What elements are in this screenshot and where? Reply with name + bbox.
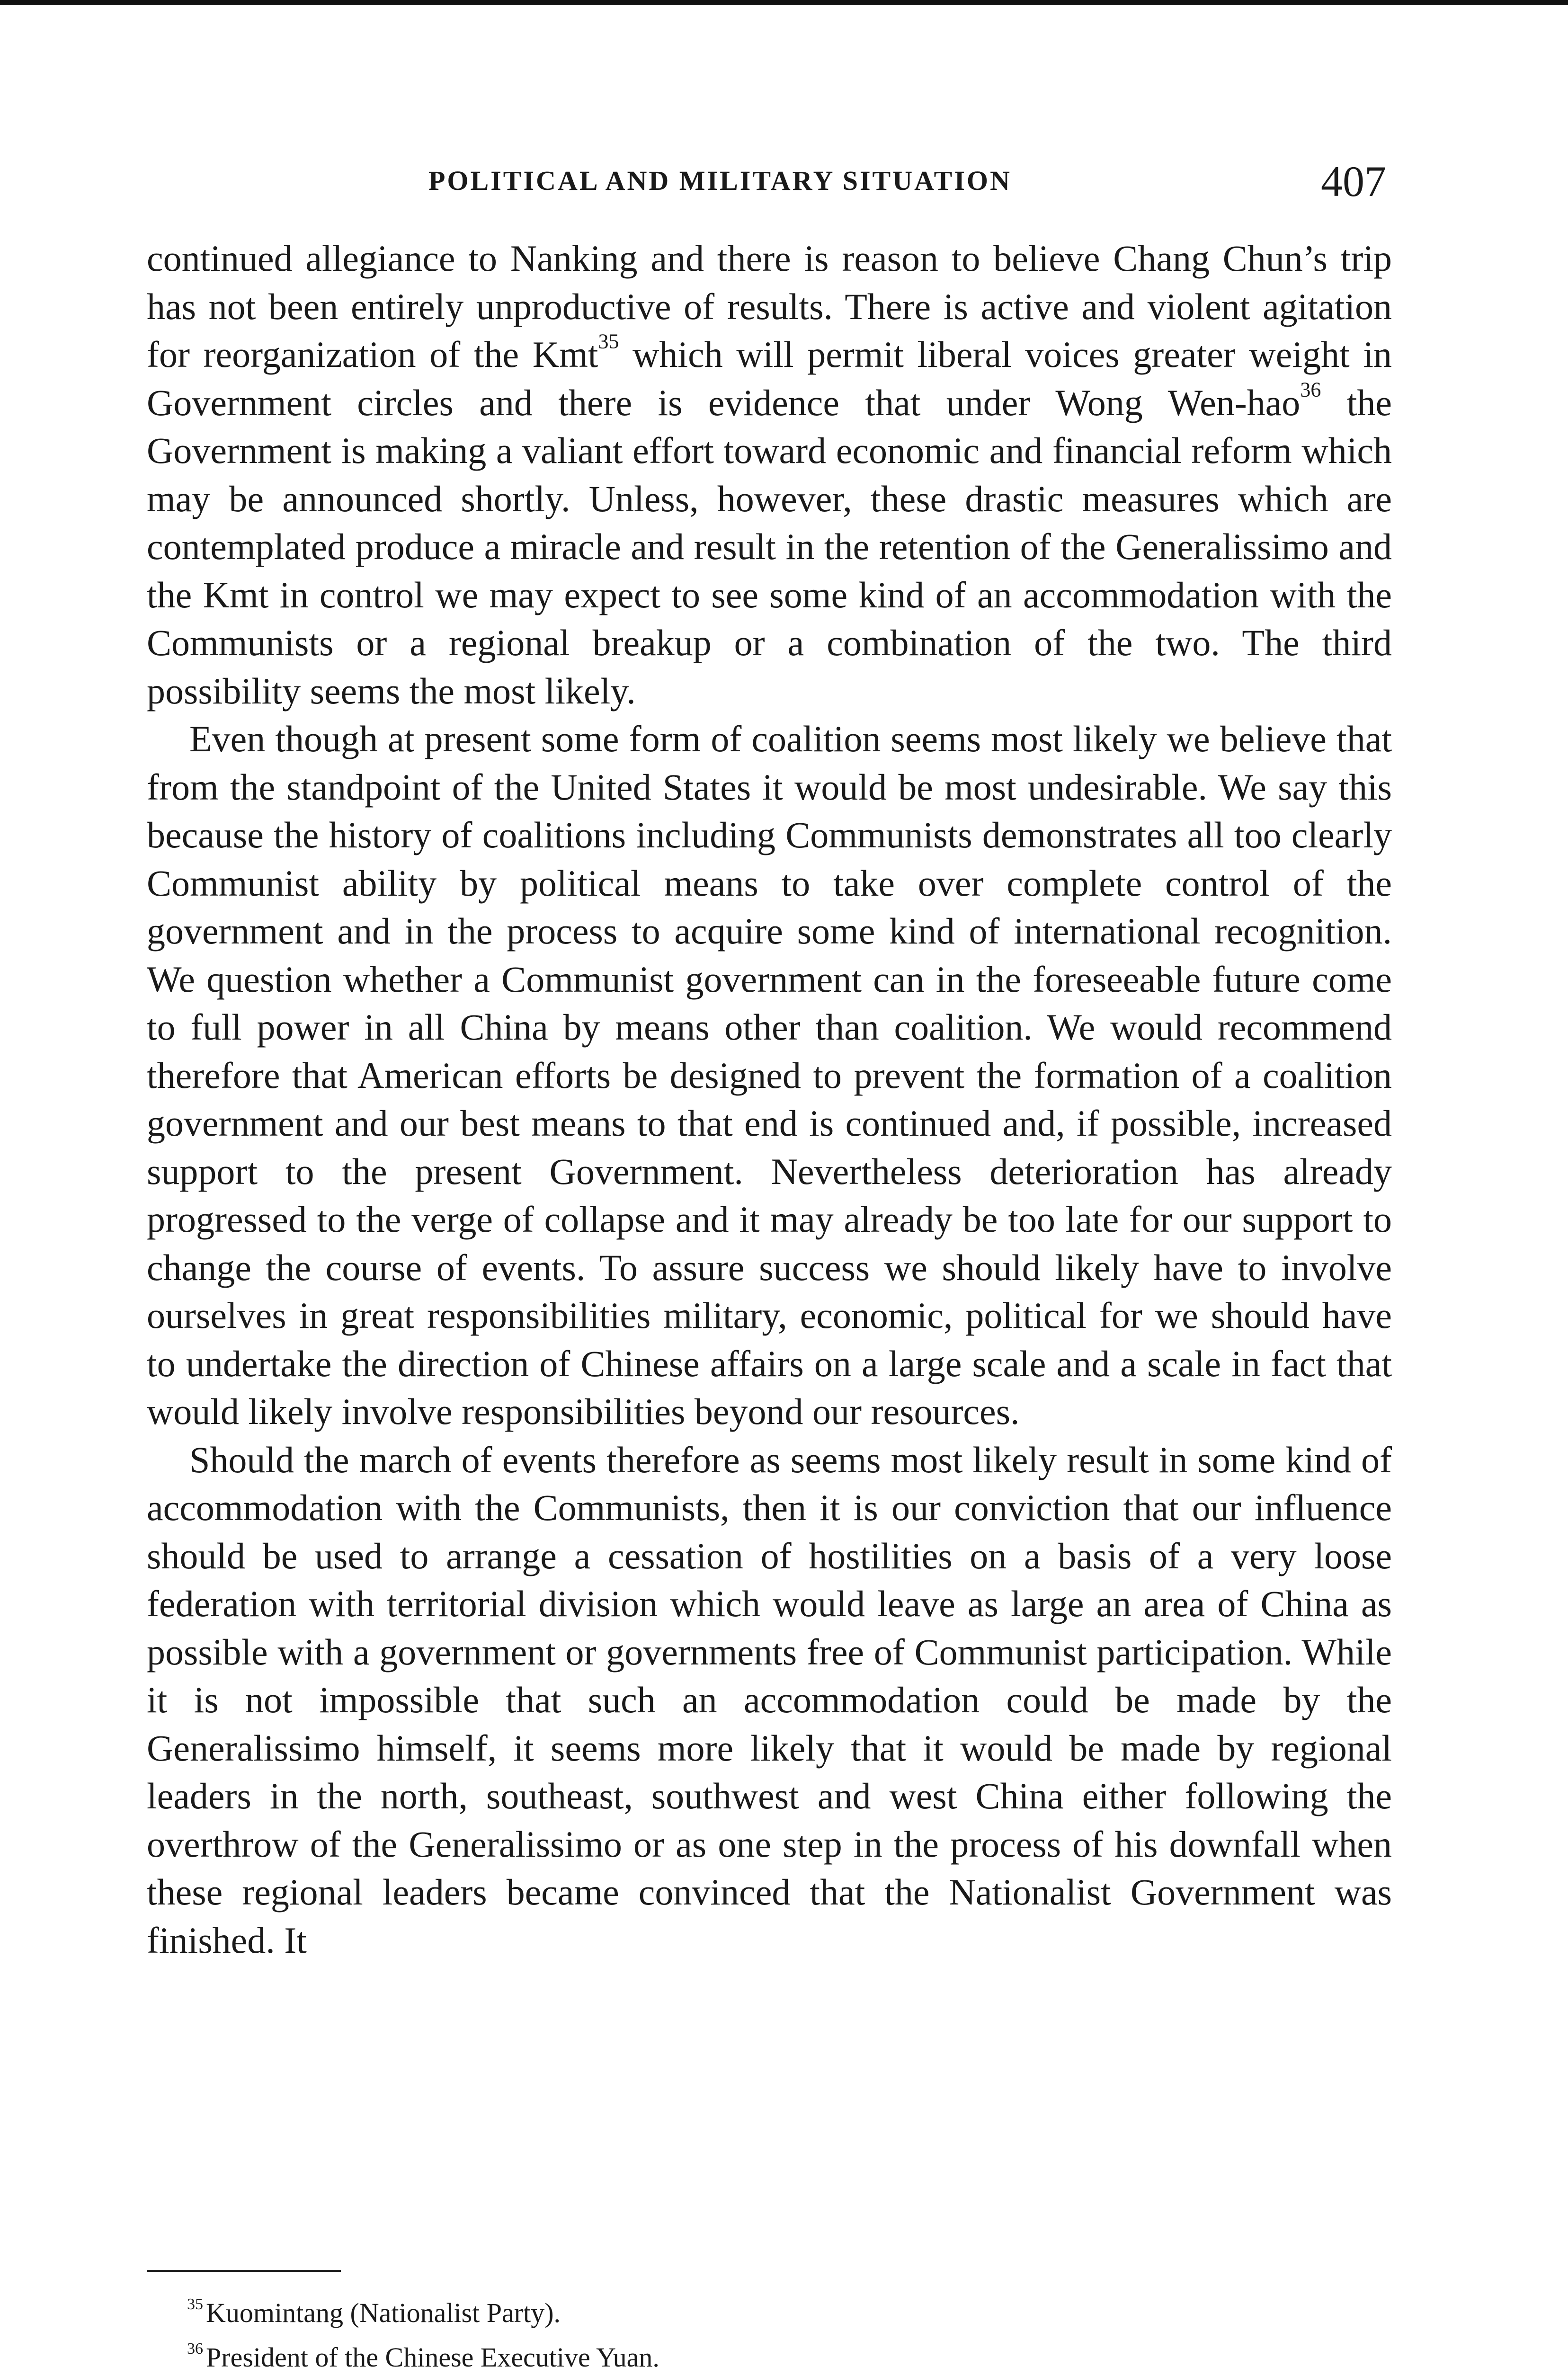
running-head bbox=[0, 156, 1568, 208]
footnote-ref-36: 36 bbox=[1300, 377, 1321, 401]
page-number: 407 bbox=[1321, 157, 1386, 205]
footnote-ref-35: 35 bbox=[598, 329, 619, 353]
paragraph-1 bbox=[147, 234, 1392, 715]
footnote-36 bbox=[187, 2331, 1323, 2367]
footnote-mark: 35 bbox=[187, 2296, 203, 2313]
paragraph-1-part-c: the Government is making a valiant effort toward economic and financial reform which may be announced shortly. Unless, however, these drastic measures which are contemplated produce a miracle and result in the retention of the Generalissimo and the Kmt in control we may expect to see some kind of an accommodation with the Communists or a regional breakup or a combination of the two. The third possibility seems the most likely. bbox=[147, 382, 1392, 712]
footnote-text: Kuomintang (Nationalist Party). bbox=[206, 2297, 561, 2329]
running-title: POLITICAL AND MILITARY SITUATION bbox=[428, 165, 1012, 196]
paragraph-1-part-a: continued allegiance to Nanking and there is reason to believe Chang Chun’s trip has not been entirely unproductive of results. There is active and violent agitation for reorganization of the Kmt bbox=[147, 238, 1392, 375]
paragraph-1-part-b: which will permit liberal voices greater weight in Government circles and there is evidence that under Wong Wen-hao bbox=[147, 334, 1392, 423]
footnote-text: President of the Chinese Executive Yuan. bbox=[206, 2342, 659, 2367]
footnote-35 bbox=[187, 2287, 1323, 2331]
paragraph-2: Even though at present some form of coalition seems most likely we believe that from the standpoint of the United States it would be most undesirable. We say this because the history of coalitions including Communists demonstrates all too clearly Communist ability by political means to take over complete control of the government and in the process to acquire some kind of international recognition. We question whether a Communist government can in the foreseeable future come to full power in all China by means other than coalition. We would recommend therefore that American efforts be designed to prevent the formation of a coalition government and our best means to that end is continued and, if possible, increased support to the present Government. Nevertheless deterioration has already progressed to the verge of collapse and it may already be too late for our support to change the course of events. To assure success we should likely have to involve ourselves in great responsibilities military, economic, political for we should have to undertake the direction of Chinese affairs on a large scale and a scale in fact that would likely involve responsibilities beyond our resources. bbox=[147, 718, 1392, 1432]
body-text bbox=[147, 234, 1392, 1964]
footnotes bbox=[187, 2287, 1323, 2367]
paragraph-3: Should the march of events therefore as seems most likely result in some kind of accommodation with the Communists, then it is our conviction that our influence should be used to arrange a cessation of hostilities on a basis of a very loose federation with territorial division which would leave as large an area of China as possible with a government or governments free of Communist participation. While it is not impossible that such an accommodation could be made by the Generalissimo himself, it seems more likely that it would be made by regional leaders in the north, southeast, southwest and west China either following the overthrow of the Generalissimo or as one step in the process of his downfall when these regional leaders became convinced that the Nationalist Government was finished. It bbox=[147, 1439, 1392, 1961]
footnote-mark: 36 bbox=[187, 2340, 203, 2358]
footnote-divider bbox=[147, 2270, 341, 2272]
top-edge-rule bbox=[0, 0, 1568, 5]
